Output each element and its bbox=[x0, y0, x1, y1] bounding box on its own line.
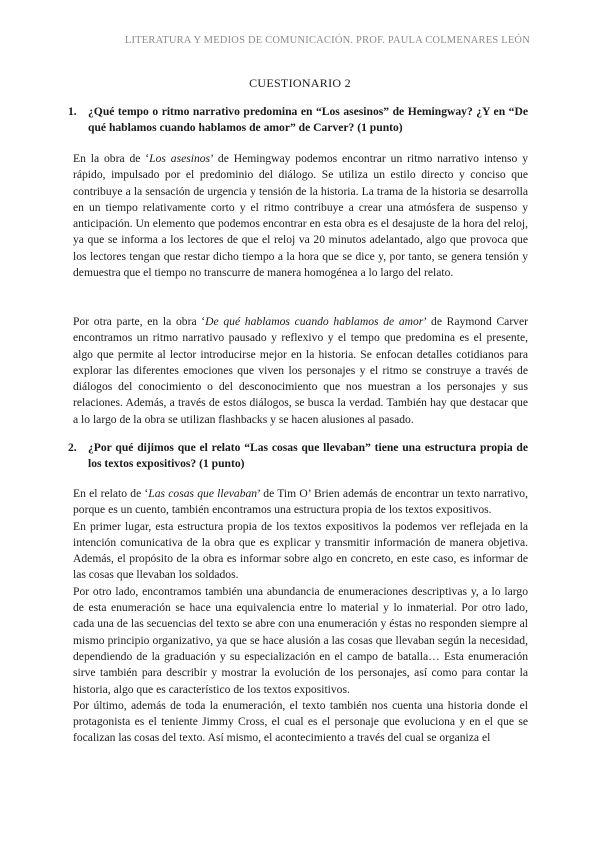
question-1-number: 1. bbox=[68, 105, 77, 118]
work-title-de-que-hablamos: De qué hablamos cuando hablamos de amor bbox=[205, 315, 424, 328]
page-title: CUESTIONARIO 2 bbox=[249, 76, 351, 90]
question-1 bbox=[68, 104, 528, 136]
answer-2-body bbox=[73, 486, 528, 747]
answer-2-paragraph-2: En primer lugar, esta estructura propia de los textos expositivos la podemos ver reflejada en la intención comunicativa de la obra que es explicar y transmitir información de manera objetiva. Además, el propósito de la obra es informar sobre algo en concreto, en este caso, es informar de las cosas que llevaban los soldados. bbox=[73, 519, 528, 582]
text-run: ’ de Raymond Carver encontramos un ritmo narrativo pausado y reflexivo y el tempo que predomina es el presente, algo que permite al lector introducirse mejor en la historia. Se enfocan detalles cotidianos para explorar las diferentes emociones que viven los personajes y el ritmo se construye a través de diálogos del conocimiento o del desconocimiento que nos muestran a los personajes y sus relaciones. Además, a través de estos diálogos, se busca la verdad. También hay que destacar que a lo largo de la obra se utilizan flashbacks y se hacen alusiones al pasado. bbox=[73, 315, 528, 426]
answer-1-paragraph-2 bbox=[73, 314, 528, 428]
answer-2-paragraph-3: Por otro lado, encontramos también una abundancia de enumeraciones descriptivas y, a lo largo de esta enumeración se hace una equivalencia entre lo material y lo inmaterial. Por otro lado, cada una de las secuencias del texto se abre con una enumeración y éstas no responden siempre al mismo principio organizativo, ya que se hace alusión a las cosas que llevaban según la necesidad, dependiendo de la graduación y su especialización en el campo de batalla… Esta enumeración sirve también para describir y mostrar la evolución de los personajes, así como para contar la historia, algo que es característico de los textos expositivos. bbox=[73, 584, 528, 696]
text-run: Por otra parte, en la obra ‘ bbox=[73, 315, 206, 328]
answer-1-paragraph-1 bbox=[73, 151, 528, 281]
question-2-number: 2. bbox=[68, 441, 77, 454]
work-title-las-cosas: Las cosas que llevaban bbox=[148, 487, 258, 500]
text-run: ’ de Hemingway podemos encontrar un ritmo narrativo intenso y rápido, impulsado por el predominio del diálogo. Se utiliza un estilo directo y conciso que contribuye a la sensación de urgencia y tensión de la historia. La trama de la historia se desarrolla en un tiempo relativamente corto y el ritmo contribuye a crear una atmósfera de suspenso y anticipación. Un elemento que podemos encontrar en esta obra es el desajuste de la hora del reloj, ya que se informa a los lectores de que el reloj va 20 minutos adelantado, algo que provoca que los lectores tengan que restar dicho tiempo a la hora que se dice y, por tanto, se genera tensión y demuestra que el tiempo no transcurre de manera homogénea a lo largo del relato. bbox=[73, 152, 528, 280]
question-2 bbox=[68, 440, 528, 472]
text-run: En el relato de ‘ bbox=[73, 487, 149, 500]
answer-2-paragraph-4: Por último, además de toda la enumeración, el texto también nos cuenta una historia donde el protagonista es el teniente Jimmy Cross, el cual es el personaje que evoluciona y en el que se focalizan las cosas del texto. Así mismo, el acontecimiento a través del cual se organiza el bbox=[73, 698, 528, 745]
page-header: LITERATURA Y MEDIOS DE COMUNICACIÓN. PROF. PAULA COLMENARES LEÓN bbox=[124, 35, 530, 46]
question-1-text: ¿Qué tempo o ritmo narrativo predomina en “Los asesinos” de Hemingway? ¿Y en “De qué hablamos cuando hablamos de amor” de Carver? (1 punto) bbox=[88, 105, 528, 134]
work-title-los-asesinos: Los asesinos bbox=[149, 152, 211, 165]
text-run: ’ de Tim O’ Brien además de encontrar un texto narrativo, porque es un cuento, también encontramos una estructura propia de los textos expositivos. bbox=[73, 487, 528, 517]
answer-2-paragraph-1 bbox=[73, 486, 528, 519]
text-run: En la obra de ‘ bbox=[73, 152, 150, 165]
question-2-text: ¿Por qué dijimos que el relato “Las cosas que llevaban” tiene una estructura propia de los textos expositivos? (1 punto) bbox=[88, 441, 528, 470]
